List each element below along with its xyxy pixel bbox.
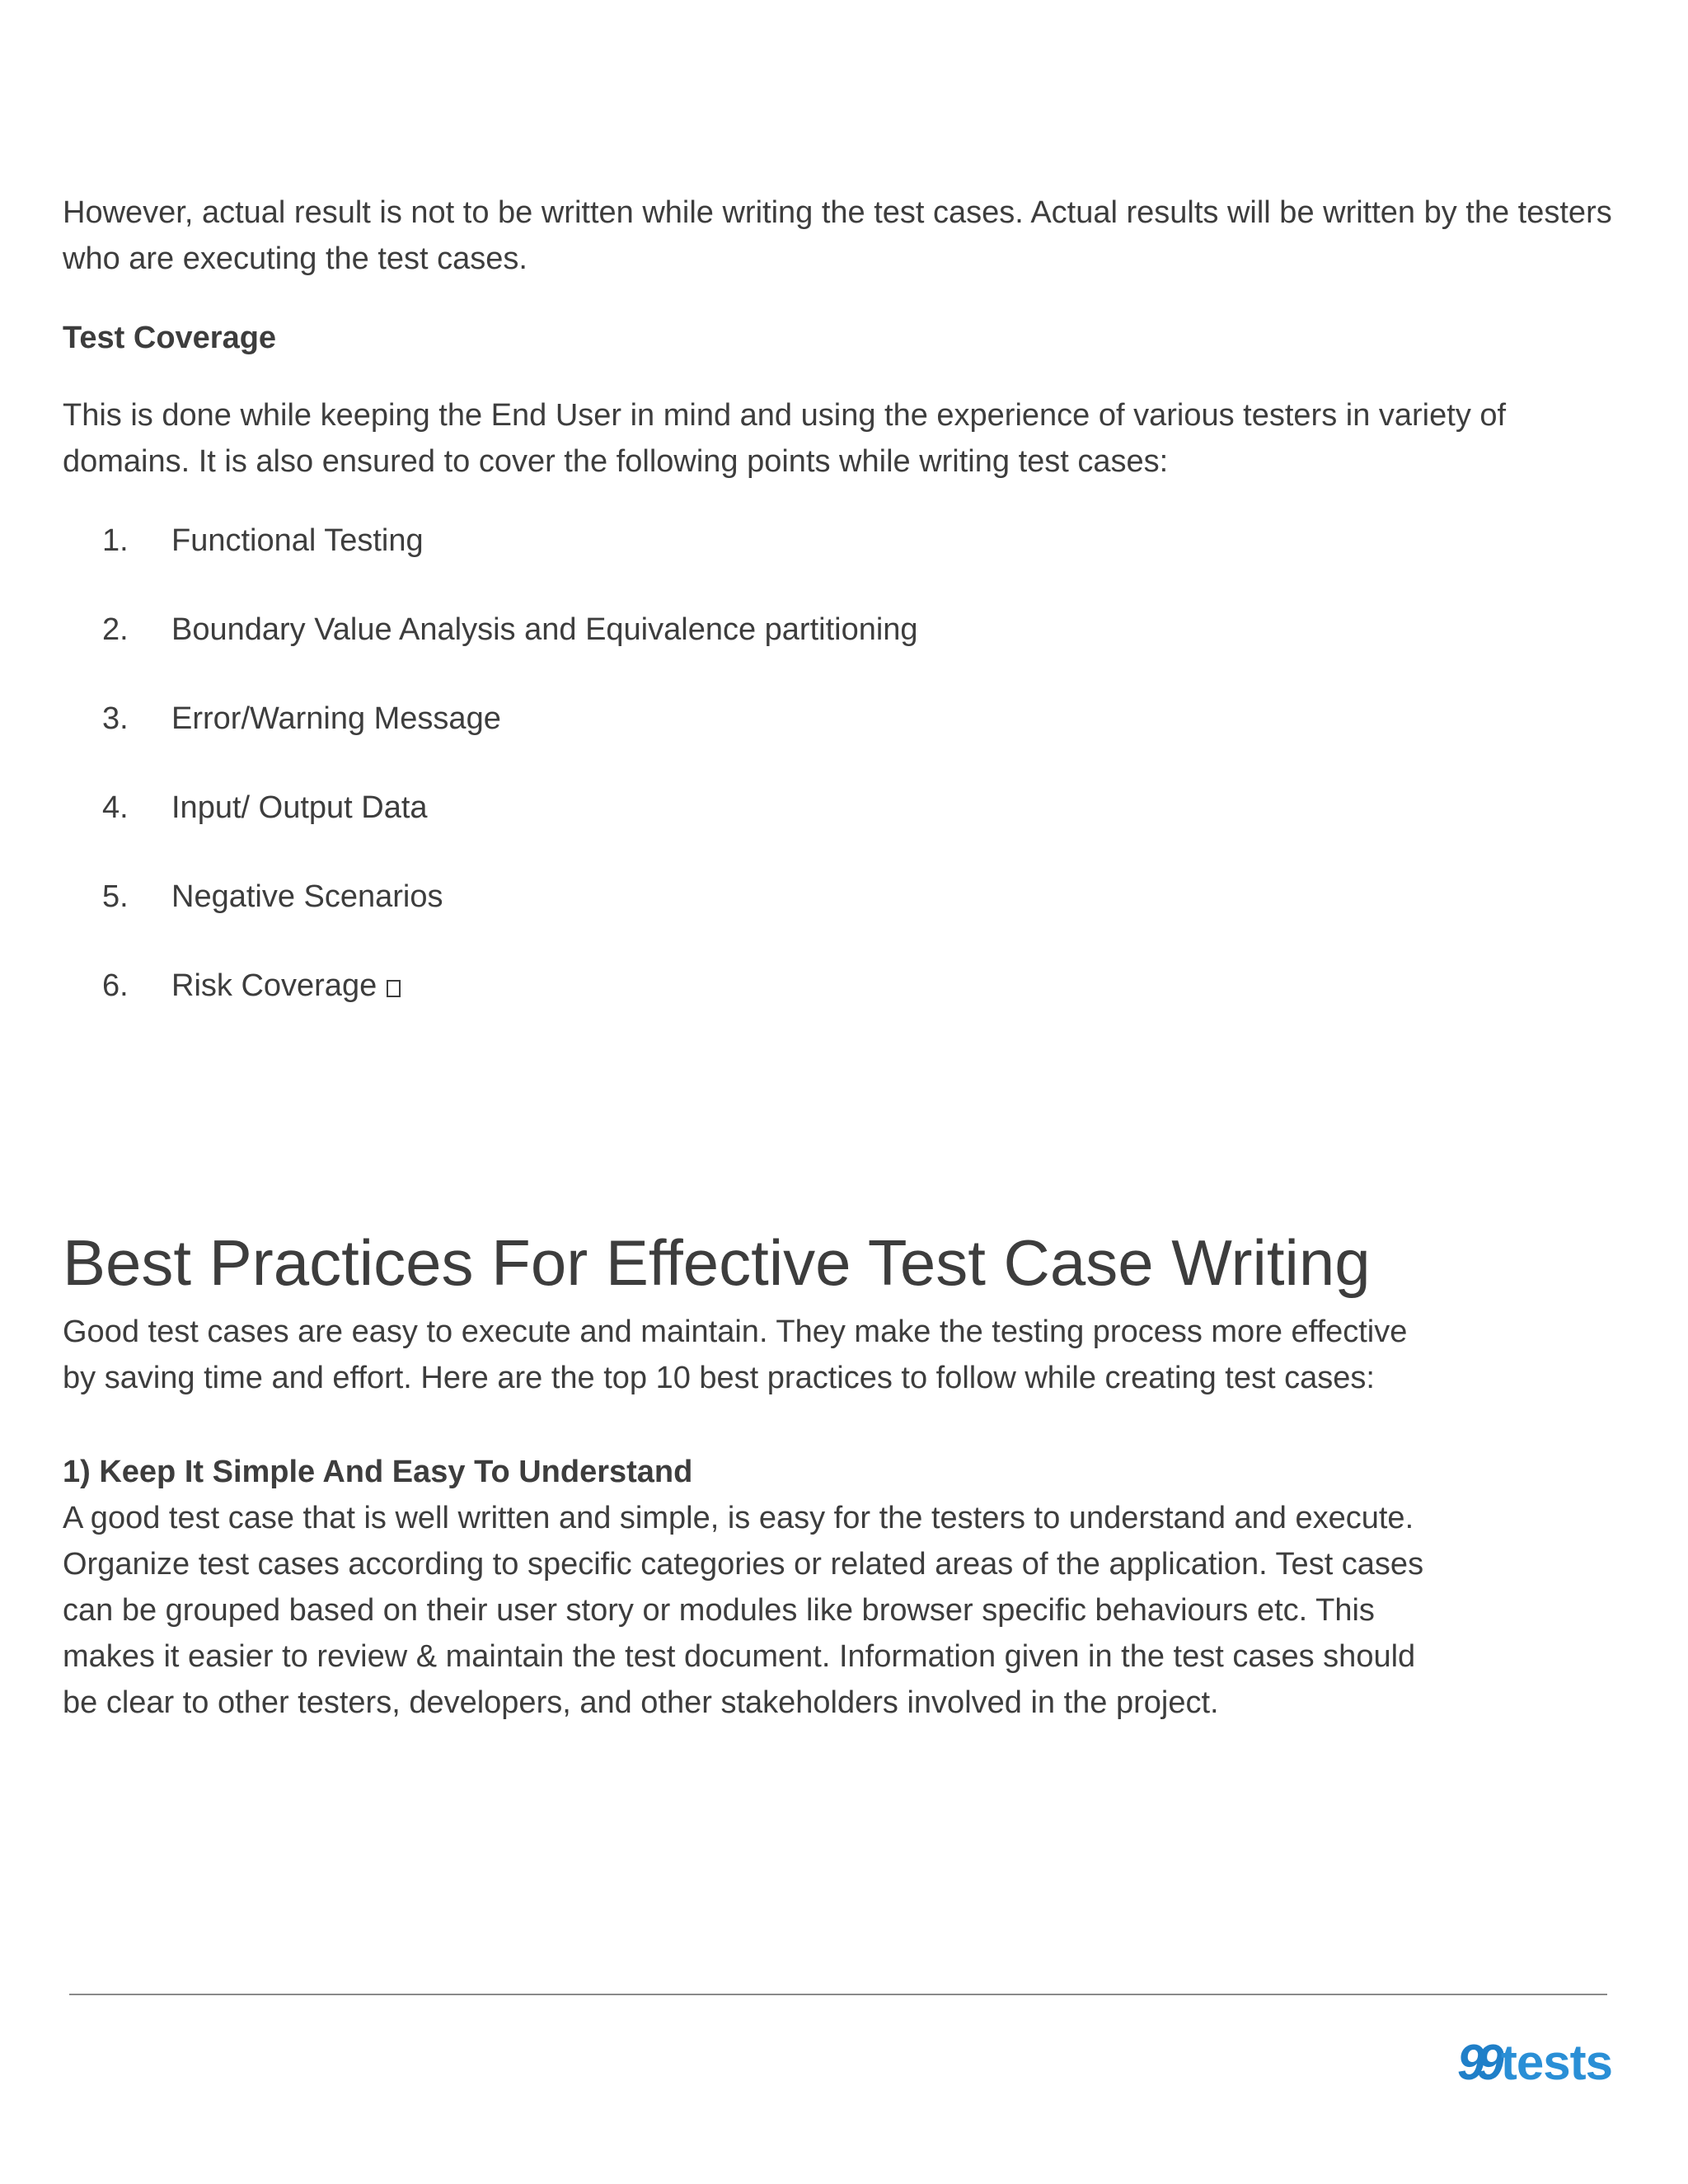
practice-1-paragraph: A good test case that is well written and simple, is easy for the testers to understand and execute. Organize test cases according to specific categories or related areas of the application. Test cases can be grouped based on their user story or modules like browser specific behaviours etc. This makes it easier to review & maintain the test document. Information given in the test cases should be clear to other testers, developers, and other stakeholders involved in the project. (63, 1501, 1424, 1720)
coverage-points-list (63, 518, 1629, 1052)
intro-paragraph: However, actual result is not to be written while writing the test cases. Actual results will be written by the testers who are executing the test cases. (63, 195, 1612, 276)
test-coverage-paragraph: This is done while keeping the End User in mind and using the experience of various testers in variety of domains. It is also ensured to cover the following points while writing test cases: (63, 398, 1507, 479)
section-title: Best Practices For Effective Test Case Writing (63, 1226, 1371, 1299)
list-item-text: Input/ Output Data (171, 790, 428, 825)
footer-divider (69, 1994, 1607, 1995)
list-item-number: 6. (102, 968, 129, 1003)
list-item-text: Risk Coverage (171, 968, 377, 1003)
list-item-number: 5. (102, 879, 129, 914)
list-item-text: Negative Scenarios (171, 879, 443, 914)
list-item (63, 518, 1629, 607)
list-item-number: 4. (102, 790, 129, 825)
missing-glyph-square-icon (387, 980, 401, 997)
list-item-text: Functional Testing (171, 523, 424, 558)
list-item-number: 2. (102, 612, 129, 647)
list-item-number: 3. (102, 701, 129, 736)
list-item (63, 785, 1629, 874)
practice-1-heading: 1) Keep It Simple And Easy To Understand (63, 1455, 693, 1489)
test-coverage-heading: Test Coverage (63, 321, 277, 355)
list-item-number: 1. (102, 523, 129, 558)
document-page (63, 190, 1629, 1726)
list-item (63, 607, 1629, 696)
logo-word: tests (1500, 2035, 1612, 2090)
list-item (63, 874, 1629, 963)
list-item-text: Boundary Value Analysis and Equivalence partitioning (171, 612, 918, 647)
list-item (63, 963, 1629, 1052)
list-item (63, 696, 1629, 785)
best-practices-paragraph: Good test cases are easy to execute and maintain. They make the testing process more effective by saving time and effort. Here are the top 10 best practices to follow while creating test cases: (63, 1315, 1408, 1395)
99tests-logo (1457, 2034, 1612, 2092)
logo-digits: 99 (1457, 2035, 1496, 2090)
list-item-text: Error/Warning Message (171, 701, 501, 736)
